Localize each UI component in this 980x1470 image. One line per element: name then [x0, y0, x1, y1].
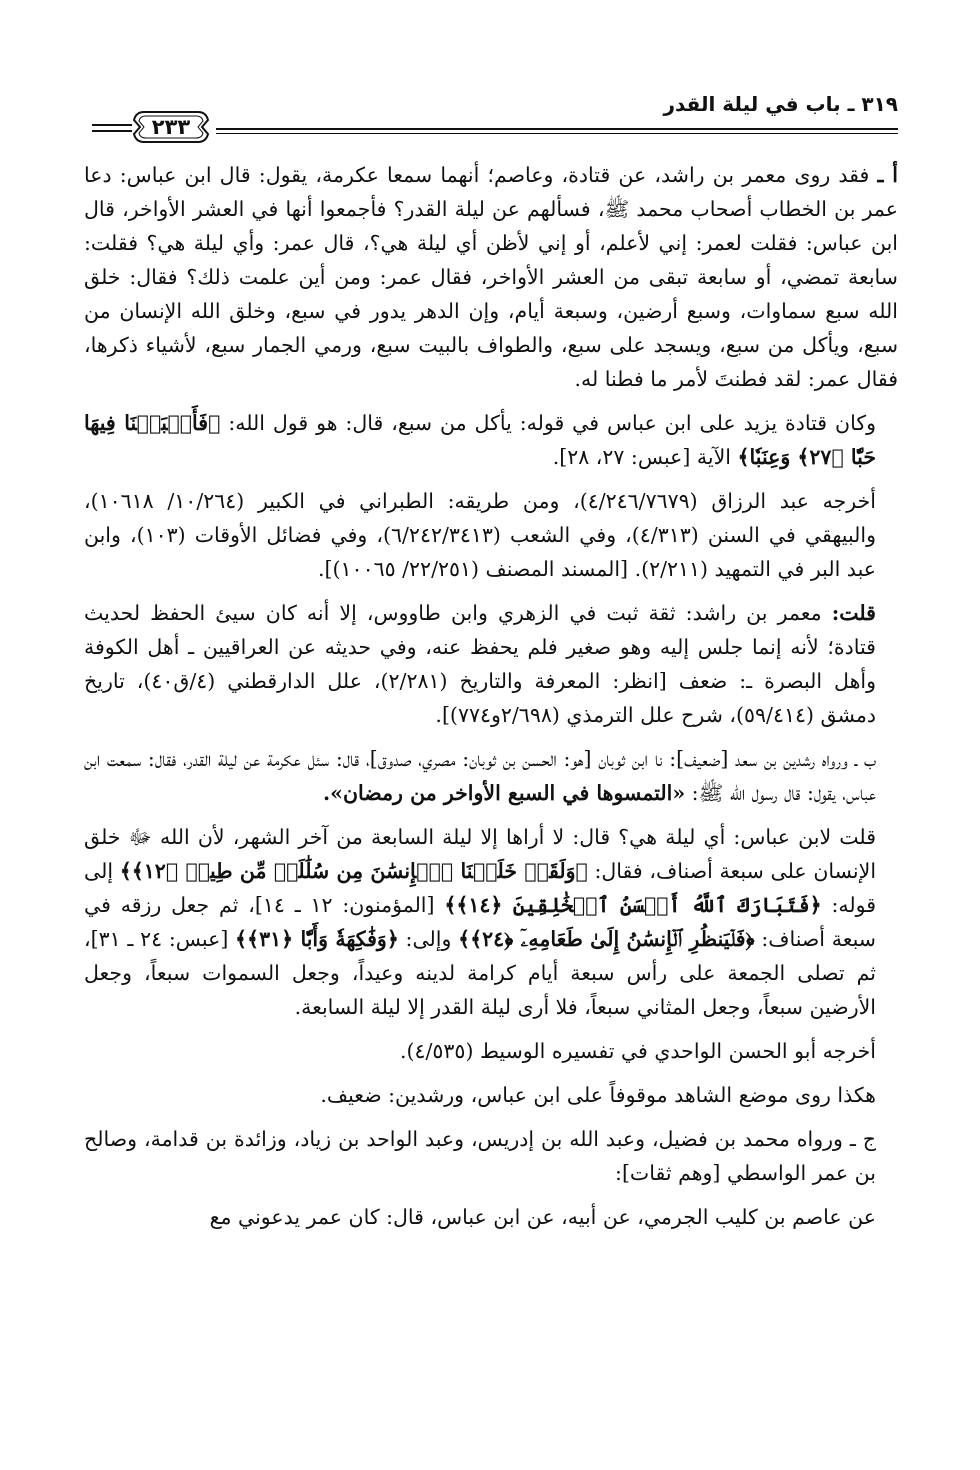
page-number: ٢٣٣: [151, 115, 191, 139]
paragraph-text: [المؤمنون: ١٢ ـ ١٤]، ثم جعل رزقه في سبعة أصناف:: [84, 893, 876, 951]
paragraph-text: الآية [عبس: ٢٧، ٢٨].: [552, 445, 738, 469]
hadith-text: «التمسوها في السبع الأواخر من رمضان».: [323, 781, 686, 805]
paragraph-takhrij-1: أخرجه عبد الرزاق (٤/٢٤٦/٧٦٧٩)، ومن طريقه: الطبراني في الكبير (١٠/٢٦٤/ ١٠٦١٨)، والبيهقي في السنن (٤/٣١٣)، وفي الشعب (٦/٢٤٢/٣٤١٣)، وفي فضائل الأوقات (١٠٣)، وابن عبد البر في التمهيد (٢/٢١١). [المسند المصنف (٢٢/٢٥١/ ١٠٠٦٥)].: [84, 489, 876, 581]
paragraph-note: [84, 596, 898, 732]
paragraph-text: وكان قتادة يزيد على ابن عباس في قوله: يأكل من سبع، قال: هو قول الله:: [220, 411, 876, 435]
paragraph-text: معمر بن راشد: ثقة ثبت في الزهري وابن طاووس، إلا أنه كان سيئ الحفظ لحديث قتادة؛ لأنه إنما جلس إليه وهو صغير فلم يحفظ عنه، وفي حديثه عن العراقيين ـ أهل الكوفة وأهل البصرة ـ: ضعف [انظر: المعرفة والتاريخ (٢/٢٨١)، علل الدارقطني (٤/ق٤٠)، تاريخ دمشق (٥٩/٤١٤)، شرح علل الترمذي (٢/٦٩٨و٧٧٤)].: [84, 601, 876, 727]
paragraph-mawquf: هكذا روى موضع الشاهد موقوفاً على ابن عباس، ورشدين: ضعيف.: [320, 1083, 876, 1107]
paragraph-qatada: [84, 406, 898, 474]
paragraph-jim: ج ـ ورواه محمد بن فضيل، وعبد الله بن إدريس، وعبد الواحد بن زياد، وزائدة بن قدامة، وصالح بن عمر الواسطي [وهم ثقات]:: [84, 1127, 876, 1185]
main-text: [84, 158, 898, 1244]
paragraph-takhrij-2: أخرجه أبو الحسن الواحدي في تفسيره الوسيط (٤/٥٣٥).: [399, 1039, 876, 1063]
quran-verse: ﴿وَفَٰكِهَةٗ وَأَبّٗا ﴿٣١﴾﴾: [235, 927, 399, 951]
page-number-badge: [132, 108, 210, 146]
paragraph-text: ب ـ ورواه رشدين بن سعد [ضعيف]: نا ابن ثوبان [هو: الحسن بن ثوبان: مصري، صدوق]، قال: سئل عكرمة عن ليلة القدر، فقال: سمعت ابن عباس، يقول: قال رسول الله ﷺ:: [84, 747, 876, 805]
running-title: ٣١٩ ـ باب في ليلة القدر: [663, 92, 898, 116]
paragraph-text: فقد روى معمر بن راشد، عن قتادة، وعاصم؛ أنهما سمعا عكرمة، يقول: قال ابن عباس: دعا عمر بن الخطاب أصحاب محمد ﷺ، فسألهم عن ليلة القدر؟ فأجمعوا أنها في العشر الأواخر، قال ابن عباس: فقلت لعمر: إني لأعلم، أو إني لأظن أي ليلة هي؟، قال عمر: وأي ليلة هي؟ فقلت: سابعة تمضي، أو سابعة تبقى من العشر الأواخر، فقال عمر: ومن أين علمت ذلك؟ فقال: خلق الله سبع سماوات، وسبع أرضين، وسبعة أيام، وإن الدهر يدور في سبع، وخلق الله الإنسان من سبع، ويأكل من سبع، ويسجد على سبع، والطواف بالبيت سبع، ورمي الجمار سبع، لأشياء ذكرها، فقال عمر: لقد فطنتَ لأمر ما فطنا له.: [84, 163, 898, 391]
header-rule: [216, 128, 898, 130]
paragraph-asim: عن عاصم بن كليب الجرمي، عن أبيه، عن ابن عباس، قال: كان عمر يدعوني مع: [209, 1205, 876, 1229]
paragraph-alif: [84, 158, 898, 396]
quran-verse: ﴿فَتَبَارَكَ ٱللَّهُ أَحۡسَنُ ٱلۡخَٰلِقِينَ ﴿١٤﴾﴾: [444, 893, 822, 917]
paragraph-text: قلت لابن عباس: أي ليلة هي؟ قال: لا أراها إلا ليلة السابعة من آخر الشهر، لأن الله ﷻ خلق الإنسان على سبعة أصناف، فقال:: [84, 825, 877, 883]
section-label-alif: أ ـ: [877, 163, 898, 187]
paragraph-ba: [84, 742, 898, 810]
quran-verse: ﴿فَلۡيَنظُرِ ٱلۡإِنسَٰنُ إِلَىٰ طَعَامِهِۦٓ ﴿٢٤﴾﴾: [458, 927, 755, 951]
page-header: [84, 90, 898, 146]
header-rule-thin: [216, 133, 898, 134]
quran-verse: ﴿وَلَقَدۡ خَلَقۡنَا ٱلۡإِنسَٰنَ مِن سُلَٰلَةٖ مِّن طِينٖ ﴿١٢﴾﴾: [119, 859, 588, 883]
note-label: قلت:: [831, 601, 876, 625]
paragraph-text: وإلى:: [398, 927, 459, 951]
paragraph-text: إلى قوله:: [84, 859, 877, 917]
paragraph-ibn-abbas: [84, 820, 898, 1024]
quran-verse: ﴿فَأَنۢبَتۡنَا فِيهَا حَبّٗا ﴿٢٧﴾ وَعِنَبٗا﴾: [84, 411, 876, 469]
paragraph-text: [عبس: ٢٤ ـ ٣١]، ثم تصلى الجمعة على رأس سبعة أيام كرامة لدينه وعيداً، وجعل السموات سبعاً، وجعل الأرضين سبعاً، وجعل المثاني سبعاً، فلا أرى ليلة القدر إلا ليلة السابعة.: [84, 927, 876, 1019]
header-left-rule: [92, 124, 132, 136]
